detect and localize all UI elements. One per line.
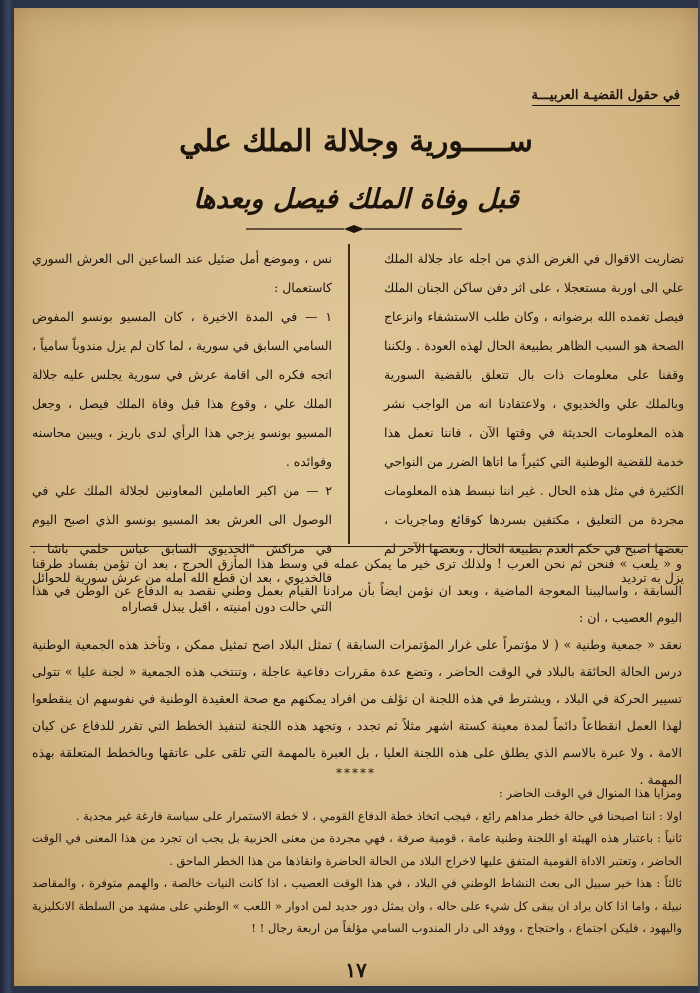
section-label: في حقول القضيـة العربيـــة [532,88,680,106]
full-paragraph-1: و « يلعب » فنحن ثم نحن العرب ! ولذلك ترى خير ما يمكن عمله في وسط هذا المأزق الحرج ، بعد ان تؤمن بفساد طرقنا السابقة ، واساليبنا المعوجة الماضية ، وبعد ان نؤمن ايضاً بأن مرادنا القيام بعمل وطني نقصد به الدفاع عن الوطن في هذا اليوم العصيب ، ان : [32,556,682,625]
column-left-point-1: ١ — في المدة الاخيرة ، كان المسيو بونسو المفوض السامي السابق في سورية ، لما كان لم يزل مندوباً سامياً ، اتجه فكره الى اقامة عرش في سورية يجلس عليه جلالة الملك علي ، وقوع هذا قبل وفاة الملك فيصل ، وجعل المسيو بونسو يزجي هذا الرأي لدى باريز ، ويبين محاسنه وفوائده . [32,309,332,469]
page-number: ١٧ [345,958,367,982]
column-divider [348,244,350,544]
article-column-right [384,244,684,592]
article-title: ســـــورية وجلالة الملك علي [179,124,533,159]
ornament-divider [244,224,464,234]
column-left-point-2: ٢ — من اكبر العاملين المعاونين لجلالة الملك علي في الوصول الى العرش بعد المسيو بونسو الذي اصبح اليوم في مراكش "الخديوي السابق عباس حلمي باشا . فالخديوي ، بعد ان قطع الله امله من عرش سورية للحوائل التي حالت دون امنيته ، اقبل يبذل قصاراه [32,483,332,614]
column-left-intro: نس ، وموضع أمل ضئيل عند الساعين الى العرش السوري كاستعمال : [32,251,332,295]
separator-stars: ***** [336,766,376,780]
full-width-text [32,550,682,793]
points-section [32,782,682,940]
points-intro: ومزايا هذا المنوال في الوقت الحاضر : [498,786,682,800]
article-subtitle: قبل وفاة الملك فيصل وبعدها [193,184,519,215]
point-first: اولا : اننا اصبحنا في حالة خطر مداهم رائع ، فيجب اتخاذ خطة الدفاع القومي ، لا خطة الاستمرار على سياسة فارغة غير مجدية . [75,808,682,823]
column-right-paragraph: تضاربت الاقوال في الغرض الذي من اجله عاد جلالة الملك علي الى اوربة مستعجلا ، على اثر دفن ساكن الجنان الملك فيصل تغمده الله برضوانه ، وكان طلب الاستشفاء وانزعاج الصحة هو السبب الظاهر بطبيعة الحال لهذه العودة . ولكننا وقفنا على معلومات ذات بال تتعلق بالقضية السورية وبالملك علي والخديوي ، ولاعتقادنا انه من الواجب نشر هذه المعلومات الحديثة في وقتها الآن ، فاننا نعمل هذا خدمة للقضية الوطنية التي كثيراً ما اتاها الضرر من النواحي الكثيرة في مثل هذه الحال . غير اننا نبسط هذه المعلومات مجردة من التعليق ، مكتفين بسردها كوقائع وماجريات ، بعضها اصبح في حكم العدم بطبيعة الحال ، وبعضها الآخر لم يزل به ترديد [384,251,684,585]
horizontal-rule [30,546,688,547]
full-paragraph-2: نعقد « جمعية وطنية » ( لا مؤتمراً على غرار المؤتمرات السابقة ) تمثل البلاد اصح تمثيل ممكن ، وتأخذ هذه الجمعية الوطنية درس الحالة الحائقة بالبلاد في الوقت الحاضر ، وتضع عدة مقررات دفاعية عاجلة ، وتنتخب هذه الجمعية « لجنة عليا » تتولى تسيير الحركة في البلاد ، ويشترط في هذه اللجنة ان تؤلف من افراد يمكنهم مع صحة العقيدة الوطنية في نفوسهم ان ينقطعوا لهذا العمل انقطاعاً دائماً لمدة معينة كستة اشهر مثلاً ثم تجدد ، وتجهد هذه اللجنة لتنفيذ الخطط التي تقرر للدفاع عن كيان الامة ، ولا عبرة بالاسم الذي يطلق على هذه اللجنة العليا ، بل العبرة بالمهمة التي تلقى على عاتقها وبالخطط المتعلقة بهذه المهمة . [32,637,682,787]
point-third: ثالثاً : هذا خير سبيل الى بعث النشاط الوطني في البلاد ، في هذا الوقت العصيب ، اذا كانت النيات خالصة ، والهمم متوفرة ، والمقاصد نبيلة ، واما اذا كان يراد ان يبقى كل شيء على حاله ، وان يمثل دور جديد لمن ادوار « اللعب » الوطني على مشهد من السلطة الانكليزية واليهود ، فليكن اجتماع ، واحتجاج ، ووفد الى دار المندوب السامي مؤلفاً من اربعة رجال ! ! [32,876,682,935]
magazine-page [14,8,698,986]
point-second: ثانياً : باعتبار هذه الهيئة او اللجنة وطنية عامة ، قومية صرفة ، فهي مجردة من معنى الحزبية بل يجب ان تجرد من هذا المعنى في الوقت الحاضر ، وتعتبر الاداة القومية المتفق عليها لاخراج البلاد من الحالة الحاضرة وانقاذها من هذا الخطر الماحق . [32,831,682,868]
book-binding [0,0,14,993]
